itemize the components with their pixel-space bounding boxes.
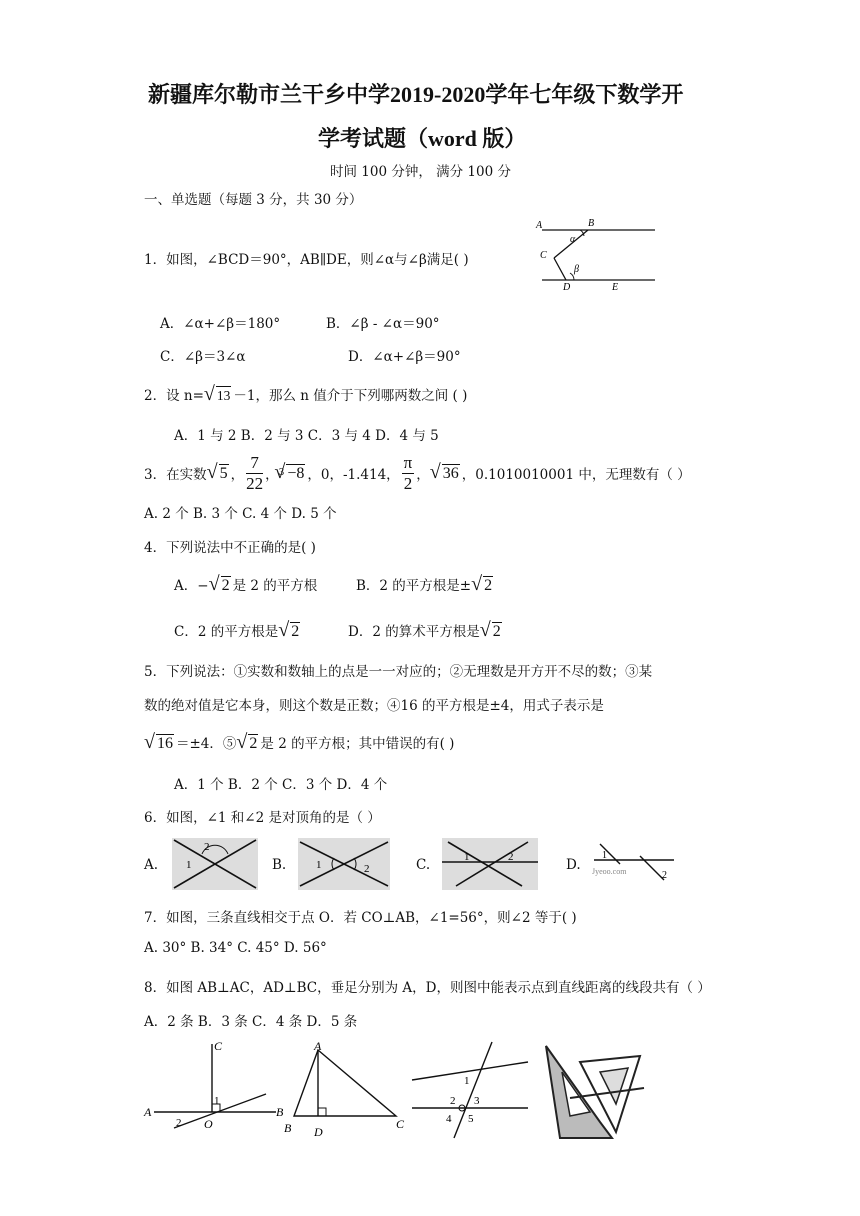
q3-radicand-1: 5 [219,464,228,482]
bottom-figure-1 [140,1036,284,1140]
q6d-n2: 2 [662,870,667,881]
q3-radicand-2: −8 [287,464,305,482]
bf1-C: C [214,1039,223,1053]
bf2-D: D [314,1125,323,1139]
bf1-n2: 2 [176,1117,182,1129]
bottom-figure-4-set-squares [540,1042,656,1142]
q1-option-b: B．∠β - ∠α＝90° [326,316,440,332]
bf1-B: B [276,1105,284,1119]
q4-d-prefix: D．2 的算术平方根是 [348,624,480,640]
bf3-n5: 5 [468,1113,474,1125]
bf3-n4: 4 [446,1113,452,1125]
q6-figure-c [442,838,538,890]
q4-a-sqrt [209,576,231,595]
q5-sqrt-2 [236,734,258,753]
q4-option-c [174,620,302,641]
q1-label-A: A [536,220,543,231]
q4-d-sqrt [480,622,502,641]
q4-b-radicand: 2 [484,577,493,594]
q6a-n1: 1 [186,859,192,871]
q6-figure-a [172,838,258,890]
q5-suffix: 是 2 的平方根；其中错误的有( ) [260,736,455,752]
q4-a-radicand: 2 [221,577,230,594]
q1-label-C: C [540,250,547,261]
q8-stem: 8．如图 AB⊥AC，AD⊥BC，垂足分别为 A，D，则图中能表示点到直线距离的线段共有（ ） [144,980,711,996]
q7-options: A. 30° B. 34° C. 45° D. 56° [144,940,327,956]
q3-mid: ，0，-1.414， [307,467,400,483]
bf1-A: A [144,1105,152,1119]
q4-option-d [348,620,504,641]
q3-frac1-num: 7 [246,453,263,474]
q3-options: A. 2 个 B. 3 个 C. 4 个 D. 5 个 [144,506,337,522]
q3-cube-index: 3 [278,468,285,478]
q3-frac2-num: π [403,452,413,472]
bf2-C: C [396,1117,405,1131]
q3-prefix: 3．在实数 [144,467,207,483]
q1-figure [530,212,665,292]
q6-stem: 6．如图，∠1 和∠2 是对顶角的是（ ） [144,810,381,826]
q5-line-1: 5．下列说法：①实数和数轴上的点是一一对应的；②无理数是开方开不尽的数；③某 [144,664,653,680]
q2-sqrt [204,386,232,405]
q6c-n1: 1 [464,851,470,863]
q1-label-beta: β [574,264,579,275]
q2-options: A．1 与 2 B．2 与 3 C．3 与 4 D．4 与 5 [174,428,439,444]
title-line-1: 新疆库尔勒市兰干乡中学2019-2020学年七年级下数学开 [148,82,684,107]
q5-sqrt-16 [144,734,174,753]
q4-option-b [356,574,495,595]
q1-label-alpha: α [570,234,576,245]
q5-options: A．1 个 B．2 个 C．3 个 D．4 个 [174,777,388,793]
q5-radicand-2: 2 [249,735,258,752]
q3-fraction-7-22 [246,453,263,494]
bf3-n3: 3 [474,1095,480,1107]
q2-prefix: 2．设 n= [144,388,204,404]
q5-line-2: 数的绝对值是它本身，则这个数是正数；④16 的平方根是±4，用式子表示是 [144,698,604,714]
q4-a-prefix: A．− [174,578,209,594]
q1-label-B: B [588,218,595,229]
q6a-n2: 2 [204,841,210,853]
q6-label-b: B. [272,857,287,873]
q3-frac1-den: 22 [246,473,264,493]
q4-d-radicand: 2 [492,623,501,640]
q3-suffix: ，0.1010010001 中，无理数有（ ） [461,467,691,483]
q4-c-radicand: 2 [291,623,300,640]
q3-fraction-pi-2 [402,453,415,494]
q6d-n1: 1 [602,850,607,861]
q4-b-prefix: B．2 的平方根是± [356,578,472,594]
q6b-n2: 2 [364,863,370,875]
q8-options: A．2 条 B．3 条 C．4 条 D．5 条 [144,1014,358,1030]
bottom-figure-3 [408,1036,532,1140]
q6-figure-d [590,840,678,884]
q3-cbrt [274,464,305,483]
q4-c-prefix: C．2 的平方根是 [174,624,279,640]
q1-stem: 1．如图，∠BCD＝90°，AB∥DE，则∠α与∠β满足( ) [144,252,469,268]
q6d-watermark: Jyeoo.com [592,867,627,876]
q4-c-sqrt [278,622,300,641]
q3-frac2-den: 2 [403,473,413,493]
q1-label-E: E [612,282,619,293]
q6-figure-b [298,838,390,890]
q4-option-a [174,574,317,595]
q2-radicand: 13 [216,388,231,403]
section-heading: 一、单选题（每题 3 分，共 30 分） [144,192,363,208]
q1-option-c: C．∠β＝3∠α [160,349,246,365]
bf1-n1: 1 [214,1095,220,1107]
q7-stem: 7．如图，三条直线相交于点 O．若 CO⊥AB，∠1=56°，则∠2 等于( ) [144,910,577,926]
title-line-2: 学考试题（word 版） [318,126,527,151]
bf3-n1: 1 [464,1075,470,1087]
q4-a-suffix: 是 2 的平方根 [232,578,318,594]
q3-radicand-3: 36 [442,464,459,482]
q6c-n2: 2 [508,851,514,863]
q6b-n1: 1 [316,859,322,871]
q2-stem [144,384,467,405]
bf2-A: A [314,1039,322,1053]
q4-stem: 4．下列说法中不正确的是( ) [144,540,316,556]
q5-mid: ＝±4．⑤ [176,736,237,752]
q3-stem: 3．在实数 √ 5 ， $\frac{7}{22}$ ， 3 √ −8 ，0，-1.414， $\frac{\pi}{2}$ ， √ 36 ，0.1010010001 中，无理数有（ ） [144,453,691,493]
q5-radicand-16: 16 [157,735,173,752]
q3-sqrt-36 [430,464,460,483]
q5-line-3 [144,732,454,753]
q1-option-a: A．∠α+∠β＝180° [160,316,281,332]
q6-label-a: A. [144,857,159,873]
q1-label-D: D [563,282,571,293]
q1-option-d: D．∠α+∠β＝90° [348,349,461,365]
q2-suffix: －1，那么 n 值介于下列哪两数之间 ( ) [233,388,468,404]
q4-b-sqrt [471,576,493,595]
q3-sqrt-5 [207,464,229,483]
bf2-B: B [284,1121,292,1135]
q6-label-d: D. [566,857,581,873]
bottom-figure-2 [280,1040,410,1140]
exam-meta: 时间 100 分钟， 满分 100 分 [330,164,511,180]
bf3-n2: 2 [450,1095,456,1107]
q6-label-c: C. [416,857,431,873]
bf1-O: O [204,1117,213,1131]
